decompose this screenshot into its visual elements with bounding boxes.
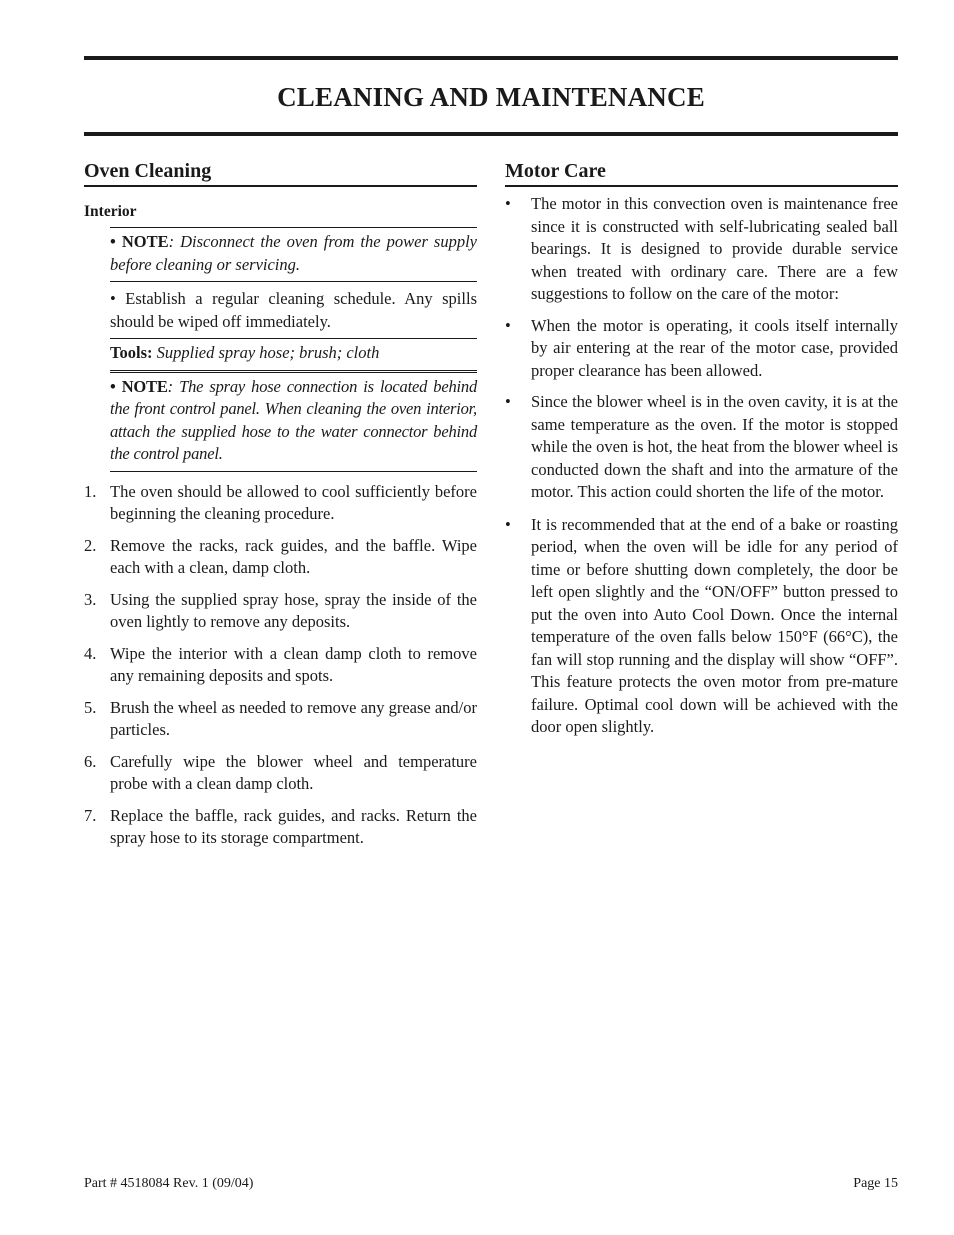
tools-label: Tools: (110, 343, 153, 362)
bullet: • (505, 315, 511, 335)
list-item (84, 697, 477, 742)
list-item (84, 751, 477, 796)
motor-care-list (505, 193, 898, 739)
schedule-text: • Establish a regular cleaning schedule. Any spills should be wiped off immediately. (110, 289, 477, 331)
bullet: • (505, 194, 511, 213)
step-number: 1. (84, 481, 97, 501)
step-number: 2. (84, 535, 97, 555)
step-number: 5. (84, 697, 97, 717)
bullet-text: The motor in this convection oven is maintenance free since it is constructed with self-lubricating sealed ball bearings. It is designed to provide durable service when treated with ordinary care. There are a few suggestions to follow on the care of the motor: (531, 194, 898, 303)
step-text: Carefully wipe the blower wheel and temperature probe with a clean damp cloth. (110, 751, 477, 793)
list-item (84, 643, 477, 688)
note-text: : Disconnect the oven from the power supply before cleaning or servicing. (110, 232, 477, 274)
step-number: 3. (84, 589, 97, 609)
list-item (505, 315, 898, 383)
title-rule-top (84, 56, 898, 60)
note-disconnect (110, 227, 477, 281)
oven-cleaning-heading: Oven Cleaning (84, 158, 477, 187)
tools-row (110, 338, 477, 370)
cleaning-schedule (110, 281, 477, 338)
note-text: : The spray hose connection is located behind the front control panel. When cleaning the oven interior, attach the supplied hose to the water connector behind the control panel. (110, 376, 477, 463)
page-title: CLEANING AND MAINTENANCE (277, 82, 705, 112)
step-text: Remove the racks, rack guides, and the baffle. Wipe each with a clean, damp cloth. (110, 535, 477, 577)
step-text: Replace the baffle, rack guides, and racks. Return the spray hose to its storage compartment. (110, 805, 477, 847)
step-text: Using the supplied spray hose, spray the inside of the oven lightly to remove any deposits. (110, 589, 477, 631)
notes-box (110, 227, 477, 472)
list-item (505, 514, 898, 739)
list-item (84, 535, 477, 580)
bullet-text: Since the blower wheel is in the oven cavity, it is at the same temperature as the oven. If the motor is stopped while the oven is hot, the heat from the blower wheel is conducted down the shaft and into the armature of the motor. This action could shorten the life of the motor. (531, 392, 898, 501)
note-label: • NOTE (110, 376, 168, 396)
step-text: Brush the wheel as needed to remove any grease and/or particles. (110, 697, 477, 739)
step-text: The oven should be allowed to cool sufficiently before beginning the cleaning procedure. (110, 481, 477, 523)
bullet: • (505, 514, 511, 534)
motor-care-section (505, 158, 898, 739)
footer-part-number: Part # 4518084 Rev. 1 (09/04) (84, 1176, 254, 1191)
title-rule-bottom (84, 132, 898, 136)
oven-cleaning-section (84, 158, 477, 850)
tools-text: Supplied spray hose; brush; cloth (152, 343, 380, 362)
list-item (505, 391, 898, 504)
list-item (84, 481, 477, 526)
step-number: 4. (84, 643, 97, 663)
list-item (84, 589, 477, 634)
footer-page-number: Page 15 (853, 1176, 898, 1191)
bullet: • (505, 392, 511, 411)
list-item (84, 805, 477, 850)
note-label: • NOTE (110, 232, 169, 251)
interior-subheading: Interior (84, 203, 137, 220)
bullet-text: When the motor is operating, it cools itself internally by air entering at the rear of the motor case, provided proper clearance has been allowed. (531, 315, 898, 380)
note-spray-hose (110, 370, 477, 472)
motor-care-heading: Motor Care (505, 158, 898, 187)
list-item (505, 193, 898, 306)
step-number: 7. (84, 805, 97, 825)
step-text: Wipe the interior with a clean damp cloth to remove any remaining deposits and spots. (110, 643, 477, 685)
cleaning-steps-list (84, 481, 477, 850)
bullet-text: It is recommended that at the end of a bake or roasting period, when the oven will be idle for any period of time or before shutting down completely, the door be left open slightly and the “ON/OFF” button pressed to put the oven into Auto Cool Down. Once the internal temperature of the oven falls below 150°F (66°C), the fan will stop running and the display will show “OFF”. This feature protects the oven motor from pre-mature failure. Optimal cool down will be achieved with the door open slightly. (531, 514, 898, 736)
step-number: 6. (84, 751, 97, 771)
